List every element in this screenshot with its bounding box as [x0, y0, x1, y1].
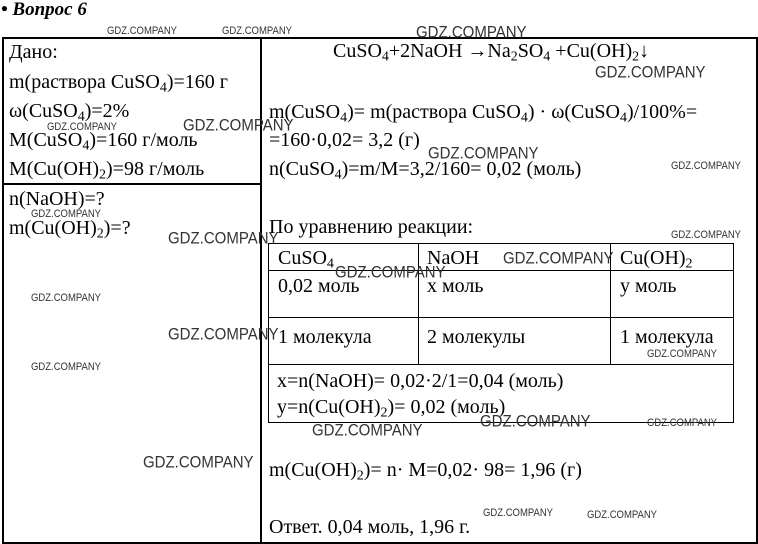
watermark: GDZ.COMPANY	[168, 325, 279, 344]
watermark: GDZ.COMPANY	[647, 348, 718, 361]
watermark: GDZ.COMPANY	[671, 229, 742, 242]
watermark: GDZ.COMPANY	[312, 421, 423, 440]
moles-line: n(CuSO$_4$)=m/M=3,2/160= 0,02 (моль)	[269, 158, 582, 183]
watermark: GDZ.COMPANY	[168, 229, 279, 248]
watermark: GDZ.COMPANY	[31, 361, 102, 374]
table-cell-cuoh2-moles: y моль	[620, 275, 677, 297]
find-cuoh2-mass: $m(Cu(OH)_2)=$?	[9, 217, 131, 242]
table-top-line	[268, 243, 734, 244]
question-heading: • Вопрос 6	[1, 0, 87, 20]
table-header-naoh: NaOH	[427, 247, 480, 269]
watermark: GDZ.COMPANY	[183, 116, 294, 135]
calc-x-line: x=n(NaOH)= 0,02·2/1=0,04 (моль)	[277, 370, 564, 392]
watermark: GDZ.COMPANY	[335, 263, 446, 282]
table-cell-naoh-molecules: 2 молекулы	[427, 326, 526, 348]
table-cell-naoh-moles: x моль	[427, 275, 484, 297]
given-title: Дано:	[9, 41, 58, 63]
table-cell-cuso4-molecules: 1 молекула	[278, 326, 372, 348]
given-molar-mass-cuso4: M(CuSO$_4$)=160 г/моль	[9, 129, 198, 154]
given-solution-mass: m(раствора CuSO$_4$)=160 г	[9, 71, 228, 96]
table-row-line	[268, 317, 734, 318]
given-mass-fraction: ω(CuSO$_4$)=2%	[9, 100, 130, 125]
watermark: GDZ.COMPANY	[31, 208, 102, 221]
cuoh2-mass-result: $m(Cu(OH)_2)= n\cdot M=0,02\cdot 98= 1,96$ (г)	[269, 459, 582, 484]
find-naoh-moles: n(NaOH)=?	[9, 188, 105, 210]
watermark: GDZ.COMPANY	[47, 121, 118, 134]
frame-divider-line	[260, 37, 262, 544]
watermark: GDZ.COMPANY	[480, 412, 591, 431]
watermark: GDZ.COMPANY	[428, 144, 539, 163]
watermark: GDZ.COMPANY	[595, 63, 706, 82]
watermark: GDZ.COMPANY	[416, 23, 527, 42]
watermark: GDZ.COMPANY	[222, 25, 293, 38]
given-find-separator	[2, 183, 262, 185]
watermark: GDZ.COMPANY	[107, 25, 178, 38]
reaction-equation: CuSO$_4$+2NaOH $\to Na_2SO_4$ $+Cu(OH)_2↓$	[333, 40, 650, 65]
watermark: GDZ.COMPANY	[647, 417, 718, 430]
table-col1-line	[418, 243, 419, 364]
watermark: GDZ.COMPANY	[503, 249, 614, 268]
by-equation-label: По уравнению реакции:	[269, 216, 474, 238]
table-molecules-line	[268, 364, 734, 365]
calc-y-line: $y=n(Cu(OH)_2)= 0,02$ (моль)	[277, 396, 506, 421]
answer-line: Ответ. 0,04 моль, 1,96 г.	[269, 516, 471, 538]
table-cell-cuoh2-molecules: 1 молекула	[620, 326, 714, 348]
watermark: GDZ.COMPANY	[31, 292, 102, 305]
watermark: GDZ.COMPANY	[143, 453, 254, 472]
frame-left-line	[2, 37, 4, 544]
table-header-cuoh2: $Cu(OH)_2$	[620, 247, 693, 272]
watermark: GDZ.COMPANY	[587, 509, 658, 522]
table-cell-cuso4-moles: 0,02 моль	[278, 275, 360, 297]
watermark: GDZ.COMPANY	[671, 160, 742, 173]
table-right-line	[733, 243, 734, 422]
table-header-cuso4: CuSO$_4$	[278, 247, 334, 272]
given-molar-mass-cuoh2: $M(Cu(OH)_2)=98$ г/моль	[9, 158, 205, 183]
watermark: GDZ.COMPANY	[483, 507, 554, 520]
mass-result-line: =160·0,02= 3,2 (г)	[269, 129, 420, 151]
mass-formula-line: m(CuSO$_4$)= m(раствора CuSO$_4$) · ω(CuSO$_4$)/100%=	[269, 101, 698, 126]
